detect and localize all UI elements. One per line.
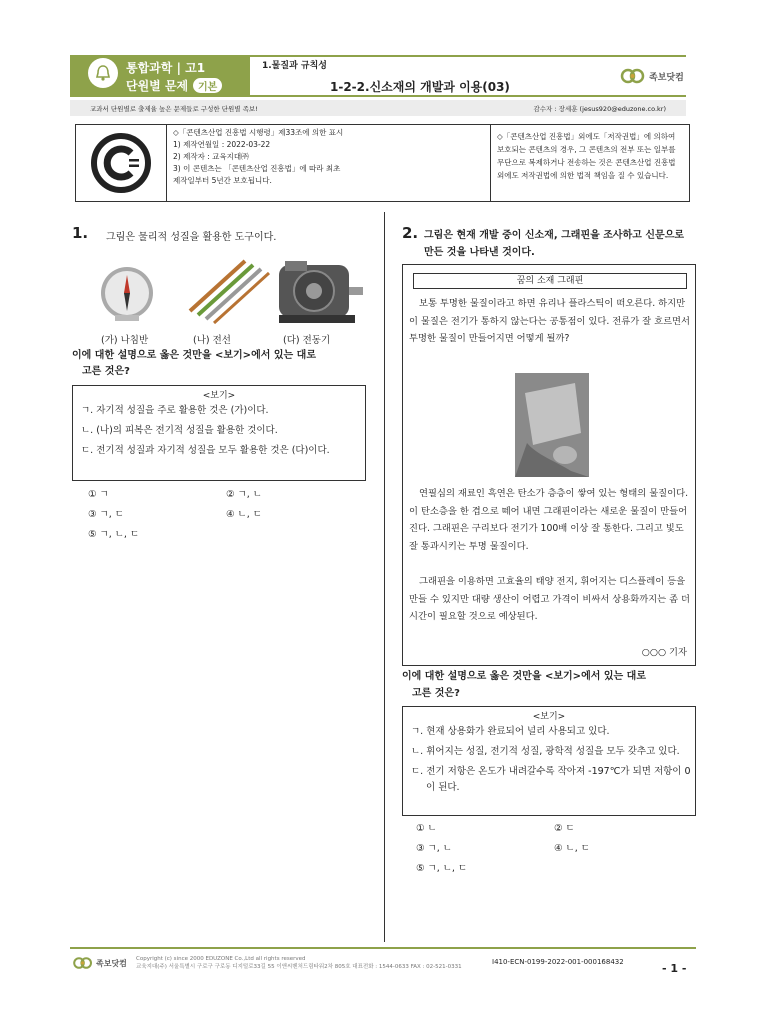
section-label: 1.물질과 규칙성: [262, 61, 327, 71]
bogi-item: ㄷ. 전기적 성질과 자기적 성질을 모두 활용한 것은 (다)이다.: [81, 445, 330, 456]
bell-icon: [88, 58, 118, 88]
q1-choice-1[interactable]: ① ㄱ: [88, 489, 109, 500]
jokbo-logo-icon: [72, 955, 94, 971]
copyright-line: 제작일부터 5년간 보호됩니다.: [173, 176, 272, 185]
q2-number: 2.: [402, 224, 419, 242]
bogi-item: ㄱ. 현재 상용화가 완료되어 널리 사용되고 있다.: [411, 726, 610, 737]
q1-choice-4[interactable]: ④ ㄴ, ㄷ: [226, 509, 262, 520]
copyright-c-icon: [76, 125, 166, 201]
article-paragraph: 그래핀을 이용하면 고효율의 태양 전지, 휘어지는 디스플레이 등을 만들 수 있지만 대량 생산이 어렵고 가격이 비싸서 상용화까지는 좀 더 시간이 필요할 것으로 예상된다.: [409, 576, 691, 622]
q1-images: [95, 253, 370, 328]
level-badge: 기본: [193, 78, 222, 93]
q1-choice-5[interactable]: ⑤ ㄱ, ㄴ, ㄷ: [88, 529, 140, 540]
bogi-item: ㄴ. (나)의 피복은 전기적 성질을 활용한 것이다.: [81, 425, 278, 436]
q1-choice-2[interactable]: ② ㄱ, ㄴ: [226, 489, 262, 500]
q2-choice-4[interactable]: ④ ㄴ, ㄷ: [554, 843, 590, 854]
jokbo-logo-icon: [620, 66, 646, 86]
copyright-line: 1) 제작연월일 : 2022-03-22: [173, 140, 271, 149]
article-paragraph: 연필심의 재료인 흑연은 탄소가 층층이 쌓여 있는 형태의 물질이다. 이 탄소층을 한 겹으로 떼어 내면 그래핀이라는 새로운 물질이 만들어진다. 그래핀은 구리보다 전기가 100배 이상 잘 통한다. 그리고 빛도 잘 통과시키는 투명 물질이다.: [409, 488, 689, 552]
q1-question: 이에 대한 설명으로 옳은 것만을 <보기>에서 있는 대로 고른 것은?: [72, 350, 316, 377]
q2-choice-3[interactable]: ③ ㄱ, ㄴ: [416, 843, 452, 854]
bogi-title: <보기>: [532, 712, 566, 722]
copyright-notice: [75, 124, 690, 202]
page-number: - 1 -: [662, 962, 687, 975]
motor-icon: [279, 261, 363, 323]
q1-caption-na: (나) 전선: [193, 335, 231, 346]
brand-logo: [620, 66, 684, 86]
intro-text: 교과서 단원별로 출제율 높은 문제들로 구성한 단원별 족보!: [90, 104, 258, 113]
q2-choice-5[interactable]: ⑤ ㄱ, ㄴ, ㄷ: [416, 863, 468, 874]
footer-logo-text: 족보닷컴: [96, 958, 127, 968]
footer-logo: [72, 955, 127, 971]
q2-stem: 그림은 현재 개발 중이 신소재, 그래핀을 조사하고 신문으로 만든 것을 나타낸 것이다.: [424, 230, 685, 258]
bogi-item: ㄷ. 전기 저항은 온도가 내려갈수록 작아져 -197℃가 되면 저항이 0이 된다.: [411, 766, 691, 793]
footer-copyright: Copyright (c) since 2000 EDUZONE Co.,Ltd all rights reserved 교육지대(주) 서울특별시 구로구 구로동 디지털로33길 55 이앤씨벤처드림타워2차 805호 대표전화 : 1544-0633 FAX : 02-521-0331: [136, 956, 462, 970]
q1-caption-ga: (가) 나침반: [101, 335, 149, 346]
copyright-mid: [166, 125, 491, 201]
page-title: 1-2-2.신소재의 개발과 이용(03): [330, 80, 510, 94]
q1-stem: 그림은 물리적 성질을 활용한 도구이다.: [106, 232, 277, 243]
article-paragraph: 보통 투명한 물질이라고 하면 유리나 플라스틱이 떠오른다. 하지만 이 물질은 전기가 통하지 않는다는 공통점이 있다. 전류가 잘 흐르면서 투명한 물질이 만들어지면 어떻게 될까?: [409, 298, 691, 344]
q2-choice-2[interactable]: ② ㄷ: [554, 823, 575, 834]
copyright-line: ◇「콘텐츠산업 진흥법 시행령」제33조에 의한 표시: [173, 128, 344, 137]
supervisor-text: 감수자 : 장세훈 (jesus920@eduzone.co.kr): [533, 104, 666, 113]
article-reporter: ○○○ 기자: [641, 647, 687, 658]
header-unit-type: 단원별 문제: [126, 79, 189, 93]
footer-line: [70, 947, 696, 949]
q2-bogi-box: [402, 706, 696, 816]
q2-choice-1[interactable]: ① ㄴ: [416, 823, 437, 834]
q1-number: 1.: [72, 224, 89, 242]
bogi-item: ㄴ. 휘어지는 성질, 전기적 성질, 광학적 성질을 모두 갖추고 있다.: [411, 746, 680, 757]
article-title: 꿈의 소재 그래핀: [413, 273, 687, 289]
graphene-photo: [515, 373, 589, 477]
q2-question: 이에 대한 설명으로 옳은 것만을 <보기>에서 있는 대로 고른 것은?: [402, 671, 646, 699]
copyright-line: 3) 이 콘텐츠는 「콘텐츠산업 진흥법」에 따라 최초: [173, 164, 341, 173]
copyright-right: ◇「콘텐츠산업 진흥법」외에도「저작권법」에 의하여 보호되는 콘텐츠의 경우, 그 콘텐츠의 전부 또는 일부를 무단으로 복제하거나 전송하는 것은 콘텐츠산업 진흥법 외에도 저작권법에 의한 법적 책임을 질 수 있습니다.: [497, 132, 676, 180]
logo-text: 족보닷컴: [649, 72, 684, 83]
header-subject: 통합과학 | 고1: [126, 61, 206, 75]
intro-bar: [70, 100, 686, 116]
document-code: I410-ECN-0199-2022-001-000168432: [492, 958, 624, 966]
q1-caption-da: (다) 전동기: [283, 335, 331, 346]
bogi-item: ㄱ. 자기적 성질을 주로 활용한 것은 (가)이다.: [81, 405, 269, 416]
bogi-title: <보기>: [202, 391, 236, 401]
copyright-line: 2) 제작자 : 교육지대㈜: [173, 152, 249, 161]
wire-icon: [190, 261, 269, 323]
q1-choice-3[interactable]: ③ ㄱ, ㄷ: [88, 509, 124, 520]
q2-article: [402, 264, 696, 666]
compass-icon: [101, 267, 153, 321]
column-divider: [384, 212, 385, 942]
q1-bogi-box: [72, 385, 366, 481]
